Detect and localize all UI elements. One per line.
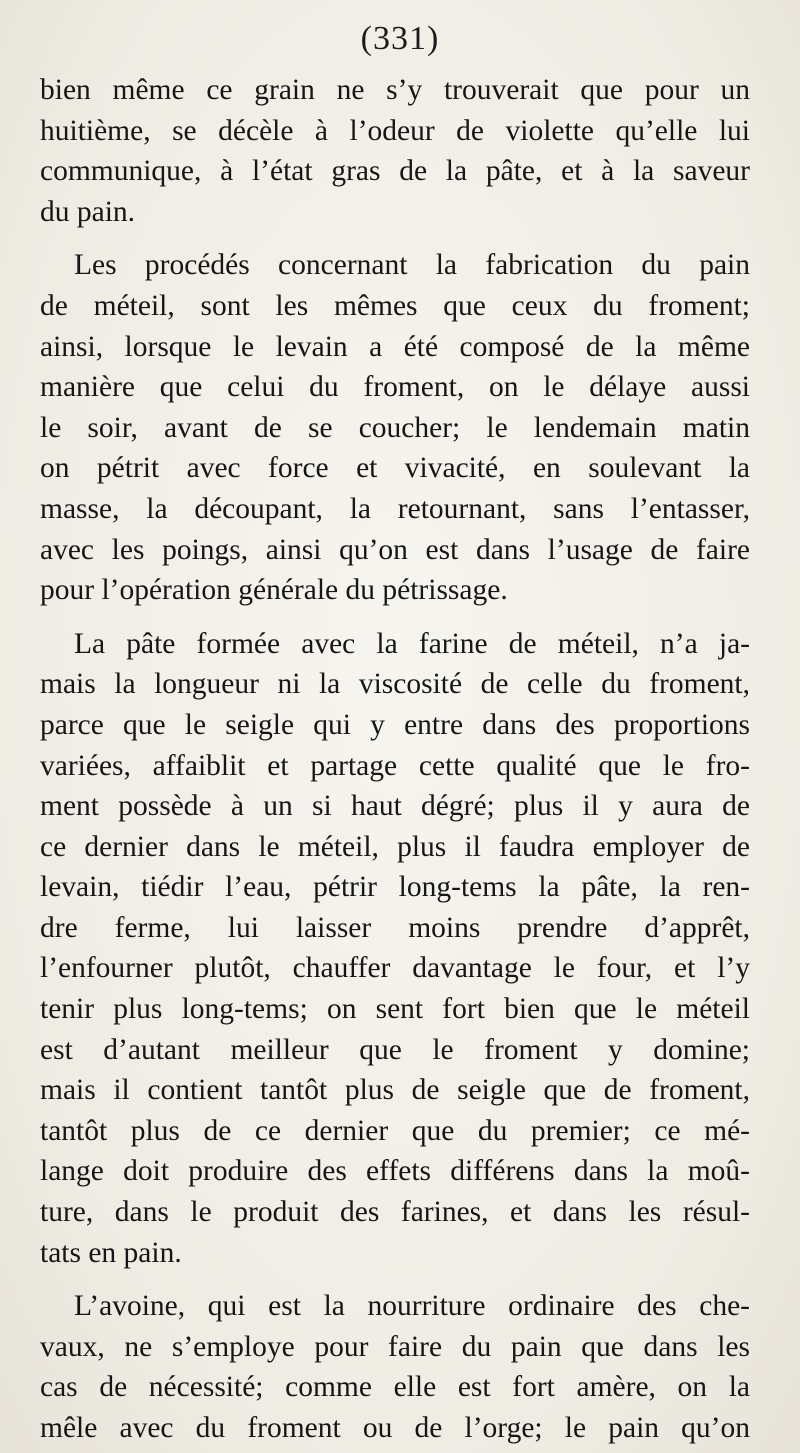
text-line: pour l’opération générale du pétrissage. [40,574,508,607]
text-line: vaux, ne s’employe pour faire du pain que dans les [40,1330,750,1363]
paragraph-3 [40,624,750,1274]
text-line: le soir, avant de se coucher; le lendemain matin [40,411,750,444]
body-text [40,70,750,1449]
text-line: Les procédés concernant la fabrication du pain [74,249,750,282]
text-line: La pâte formée avec la farine de méteil, n’a ja- [74,627,750,660]
page-number: (331) [360,20,440,57]
text-line: cas de nécessité; comme elle est fort amère, on la [40,1371,750,1404]
text-line: mais la longueur ni la viscosité de celle du froment, [40,668,750,701]
text-line: parce que le seigle qui y entre dans des proportions [40,708,750,741]
paragraph-1 [40,70,750,232]
text-line: mais il contient tantôt plus de seigle que de froment, [40,1074,750,1107]
text-line: on pétrit avec force et vivacité, en soulevant la [40,452,750,485]
text-line: bien même ce grain ne s’y trouverait que pour un [40,74,750,106]
text-line: masse, la découpant, la retournant, sans l’entasser, [40,492,750,525]
paragraph-2 [40,245,750,610]
text-line: tats en pain. [40,1236,182,1269]
text-line: ment possède à un si haut dégré; plus il y aura de [40,790,750,823]
text-line: du pain. [40,195,136,228]
text-line: huitième, se décèle à l’odeur de violette qu’elle lui [40,114,750,147]
text-line: lange doit produire des effets différens dans la moû- [40,1155,750,1188]
text-line: de méteil, sont les mêmes que ceux du froment; [40,289,750,322]
text-line: variées, affaiblit et partage cette qualité que le fro- [40,749,750,782]
text-line: mêle avec du froment ou de l’orge; le pain qu’on [40,1412,750,1444]
text-line: L’avoine, qui est la nourriture ordinaire des che- [74,1290,750,1323]
text-line: ainsi, lorsque le levain a été composé de la même [40,330,750,363]
text-line: l’enfourner plutôt, chauffer davantage le four, et l’y [40,952,750,985]
text-line: est d’autant meilleur que le froment y domine; [40,1033,750,1066]
text-line: ce dernier dans le méteil, plus il faudra employer de [40,830,750,863]
paragraph-4 [40,1286,750,1448]
text-line: ture, dans le produit des farines, et dans les résul- [40,1196,750,1229]
text-line: tantôt plus de ce dernier que du premier; ce mé- [40,1114,750,1147]
text-line: manière que celui du froment, on le délaye aussi [40,371,750,404]
text-line: levain, tiédir l’eau, pétrir long-tems la pâte, la ren- [40,871,750,904]
text-line: tenir plus long-tems; on sent fort bien que le méteil [40,993,750,1026]
text-line: communique, à l’état gras de la pâte, et à la saveur [40,155,750,188]
text-line: dre ferme, lui laisser moins prendre d’apprêt, [40,911,750,944]
text-line: avec les poings, ainsi qu’on est dans l’usage de faire [40,533,750,566]
